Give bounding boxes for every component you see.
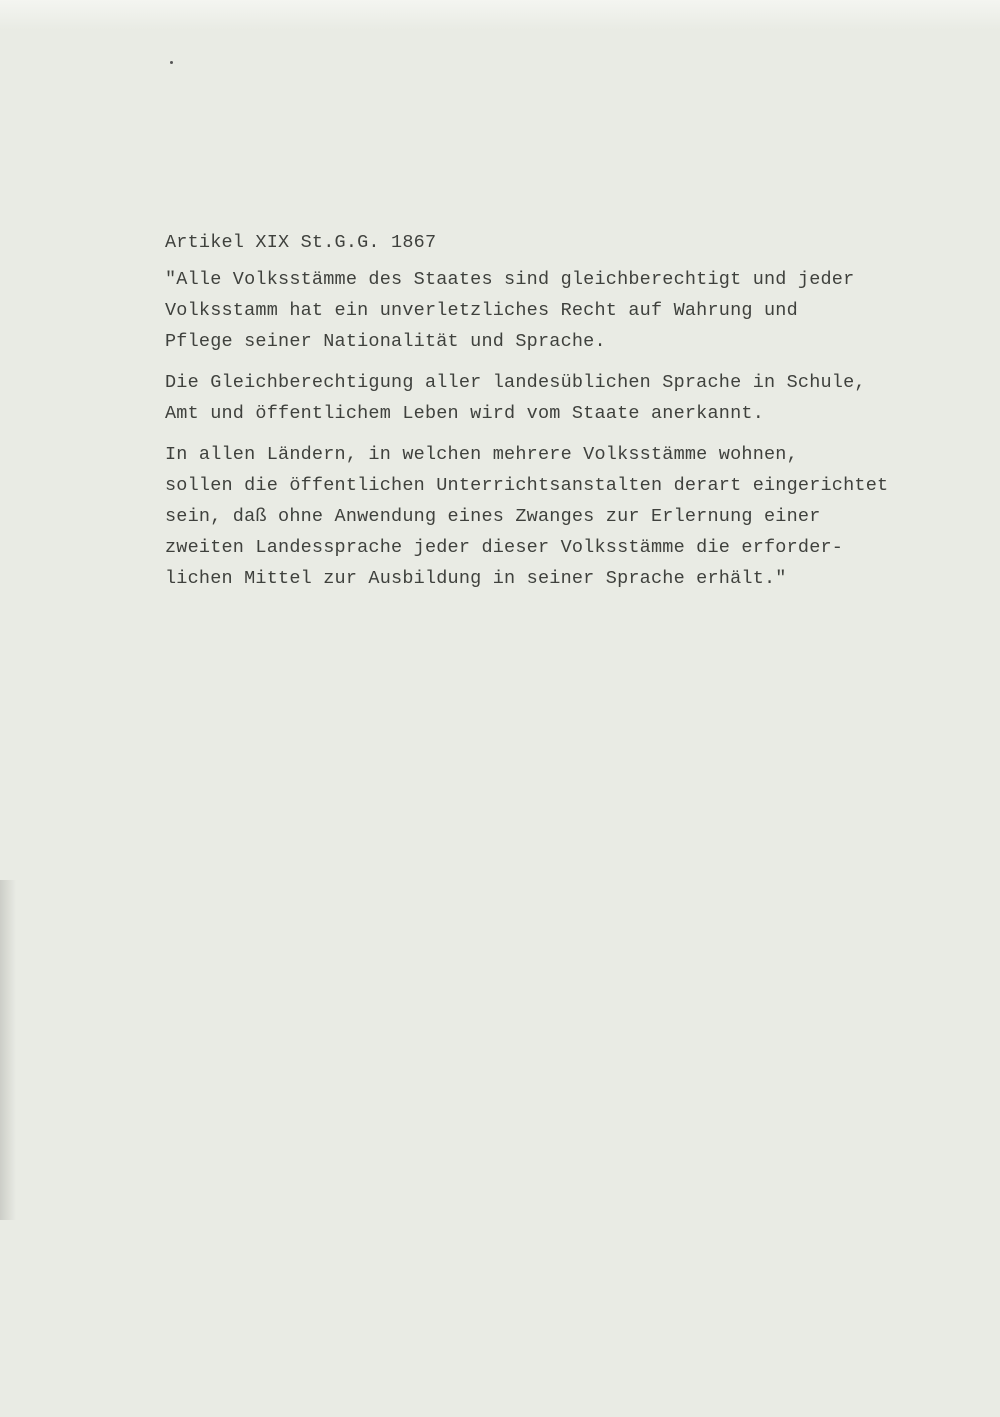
- text-line: "Alle Volksstämme des Staates sind gleichberechtigt und jeder: [165, 269, 855, 290]
- text-line: zweiten Landessprache jeder dieser Volksstämme die erforder-: [165, 537, 844, 558]
- text-line: In allen Ländern, in welchen mehrere Volksstämme wohnen,: [165, 444, 798, 465]
- text-line: sollen die öffentlichen Unterrichtsanstalten derart eingerichtet: [165, 475, 889, 496]
- text-line: Volksstamm hat ein unverletzliches Recht auf Wahrung und: [165, 300, 798, 321]
- paper-speck: [170, 61, 173, 64]
- article-heading: Artikel XIX St.G.G. 1867: [165, 232, 437, 253]
- scan-edge-shadow: [0, 880, 16, 1220]
- text-line: Pflege seiner Nationalität und Sprache.: [165, 331, 606, 352]
- paragraph-3: [165, 439, 888, 594]
- paragraph-1: [165, 264, 854, 357]
- text-line: Die Gleichberechtigung aller landesüblichen Sprache in Schule,: [165, 372, 866, 393]
- text-line: sein, daß ohne Anwendung eines Zwanges zur Erlernung einer: [165, 506, 821, 527]
- text-line: lichen Mittel zur Ausbildung in seiner Sprache erhält.": [165, 568, 787, 589]
- page-top-edge: [0, 0, 1000, 30]
- text-line: Amt und öffentlichem Leben wird vom Staate anerkannt.: [165, 403, 764, 424]
- paragraph-2: [165, 367, 866, 429]
